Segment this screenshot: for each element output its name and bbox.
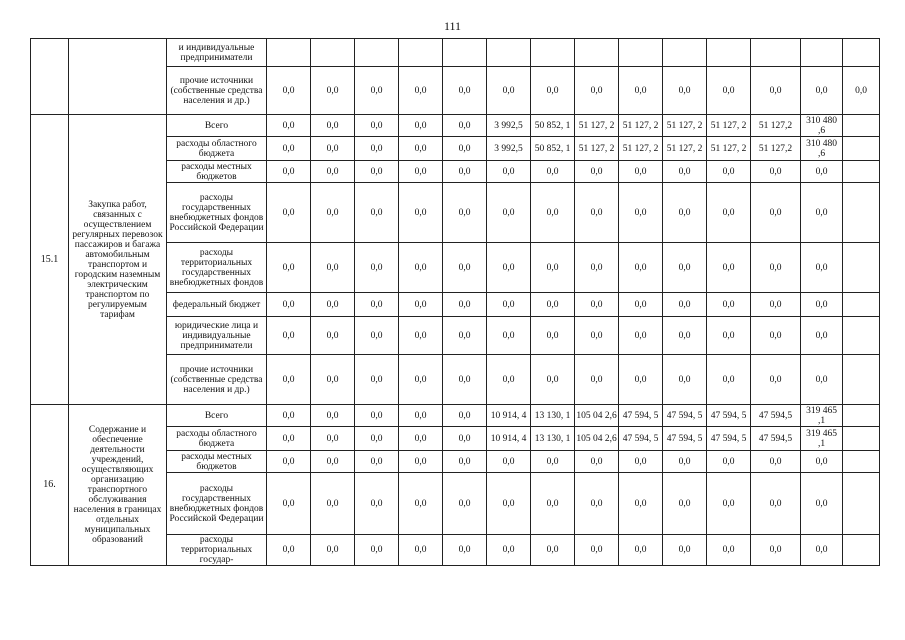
value-cell: 0,0 [575,243,619,293]
value-cell: 0,0 [267,451,311,473]
value-cell: 0,0 [801,293,843,317]
value-cell: 0,0 [399,137,443,161]
value-cell: 0,0 [267,473,311,535]
value-cell: 0,0 [311,473,355,535]
value-cell: 0,0 [663,183,707,243]
value-cell: 51 127,2 [751,137,801,161]
value-cell: 0,0 [575,161,619,183]
value-cell: 0,0 [575,67,619,115]
value-cell: 0,0 [267,161,311,183]
value-cell: 0,0 [267,137,311,161]
value-cell: 47 594, 5 [707,427,751,451]
funding-source: расходы областного бюджета [167,137,267,161]
value-cell: 0,0 [355,405,399,427]
value-cell: 0,0 [399,293,443,317]
value-cell [843,317,880,355]
value-cell: 0,0 [619,293,663,317]
value-cell: 319 465 ,1 [801,427,843,451]
value-cell: 0,0 [399,535,443,566]
value-cell: 0,0 [487,473,531,535]
value-cell: 0,0 [399,317,443,355]
value-cell: 3 992,5 [487,137,531,161]
value-cell: 310 480 ,6 [801,137,843,161]
value-cell: 51 127, 2 [707,115,751,137]
value-cell: 47 594, 5 [619,405,663,427]
value-cell: 0,0 [487,183,531,243]
value-cell: 0,0 [267,405,311,427]
value-cell: 0,0 [311,183,355,243]
value-cell: 0,0 [751,451,801,473]
value-cell: 0,0 [619,67,663,115]
value-cell: 0,0 [487,67,531,115]
value-cell: 47 594, 5 [663,427,707,451]
value-cell: 0,0 [267,243,311,293]
value-cell: 0,0 [487,317,531,355]
value-cell [663,39,707,67]
value-cell: 47 594, 5 [663,405,707,427]
value-cell [801,39,843,67]
row-index: 16. [31,405,69,566]
value-cell: 0,0 [399,67,443,115]
value-cell: 0,0 [267,67,311,115]
value-cell: 0,0 [443,67,487,115]
value-cell: 0,0 [399,427,443,451]
value-cell: 51 127, 2 [619,137,663,161]
value-cell [843,39,880,67]
value-cell: 0,0 [801,243,843,293]
value-cell: 51 127, 2 [663,137,707,161]
value-cell: 47 594,5 [751,405,801,427]
value-cell: 0,0 [443,451,487,473]
value-cell: 0,0 [707,293,751,317]
value-cell: 0,0 [575,293,619,317]
value-cell: 0,0 [355,243,399,293]
funding-source: Всего [167,405,267,427]
funding-source: Всего [167,115,267,137]
value-cell: 0,0 [311,535,355,566]
activity-name: Содержание и обеспечение деятельности учреждений, осуществляющих организацию транспортного обслуживания населения в границах отдельных муниципальных образований [69,405,167,566]
value-cell [531,39,575,67]
value-cell: 0,0 [311,293,355,317]
value-cell: 47 594, 5 [619,427,663,451]
value-cell: 0,0 [311,405,355,427]
value-cell: 0,0 [311,67,355,115]
value-cell: 47 594, 5 [707,405,751,427]
value-cell: 0,0 [443,427,487,451]
value-cell [619,39,663,67]
value-cell: 0,0 [801,355,843,405]
value-cell: 0,0 [751,161,801,183]
value-cell: 0,0 [531,317,575,355]
value-cell: 0,0 [575,535,619,566]
value-cell: 51 127, 2 [619,115,663,137]
value-cell: 0,0 [619,317,663,355]
value-cell: 0,0 [311,137,355,161]
value-cell: 0,0 [267,293,311,317]
value-cell: 0,0 [443,405,487,427]
value-cell: 0,0 [487,243,531,293]
value-cell: 0,0 [751,183,801,243]
value-cell: 0,0 [399,183,443,243]
value-cell: 0,0 [531,355,575,405]
value-cell: 0,0 [443,183,487,243]
value-cell: 0,0 [751,317,801,355]
value-cell: 0,0 [575,355,619,405]
value-cell [751,39,801,67]
value-cell: 0,0 [311,451,355,473]
value-cell: 0,0 [707,355,751,405]
value-cell: 50 852, 1 [531,115,575,137]
table-body [31,39,880,566]
value-cell: 0,0 [355,355,399,405]
value-cell: 105 04 2,6 [575,427,619,451]
value-cell: 0,0 [619,243,663,293]
funding-source: прочие источники (собственные средства населения и др.) [167,355,267,405]
activity-name: Закупка работ, связанных с осуществлением регулярных перевозок пассажиров и багажа автомобильным транспортом и городским наземным электрическим транспортом по регулируемым тарифам [69,115,167,405]
value-cell: 0,0 [399,451,443,473]
value-cell: 0,0 [663,355,707,405]
value-cell: 0,0 [707,243,751,293]
value-cell: 0,0 [355,67,399,115]
value-cell [267,39,311,67]
funding-source: расходы областного бюджета [167,427,267,451]
value-cell: 0,0 [531,451,575,473]
value-cell: 0,0 [443,355,487,405]
value-cell: 0,0 [531,293,575,317]
row-index [31,39,69,115]
value-cell: 0,0 [311,243,355,293]
value-cell [843,243,880,293]
value-cell: 0,0 [443,473,487,535]
value-cell: 0,0 [399,115,443,137]
value-cell: 0,0 [801,535,843,566]
table-row [31,115,880,137]
funding-source: и индивидуальные предприниматели [167,39,267,67]
value-cell: 0,0 [443,137,487,161]
value-cell: 0,0 [531,183,575,243]
value-cell: 0,0 [355,115,399,137]
value-cell: 105 04 2,6 [575,405,619,427]
value-cell: 0,0 [355,137,399,161]
value-cell: 0,0 [751,243,801,293]
value-cell [843,473,880,535]
value-cell: 0,0 [707,451,751,473]
funding-source: федеральный бюджет [167,293,267,317]
value-cell: 319 465 ,1 [801,405,843,427]
value-cell: 0,0 [843,67,880,115]
value-cell: 13 130, 1 [531,405,575,427]
value-cell: 0,0 [399,243,443,293]
value-cell: 0,0 [311,115,355,137]
value-cell [843,405,880,427]
value-cell: 0,0 [267,317,311,355]
value-cell: 0,0 [487,451,531,473]
value-cell: 0,0 [619,451,663,473]
value-cell [311,39,355,67]
value-cell: 0,0 [663,451,707,473]
value-cell [843,427,880,451]
table-row [31,405,880,427]
value-cell: 0,0 [267,183,311,243]
value-cell: 3 992,5 [487,115,531,137]
value-cell: 0,0 [801,161,843,183]
funding-source: расходы территориальных государ- [167,535,267,566]
value-cell: 0,0 [801,473,843,535]
value-cell: 0,0 [443,317,487,355]
value-cell: 0,0 [355,183,399,243]
value-cell [843,137,880,161]
value-cell: 0,0 [751,355,801,405]
value-cell: 0,0 [707,535,751,566]
funding-source: юридические лица и индивидуальные предприниматели [167,317,267,355]
value-cell: 0,0 [663,293,707,317]
value-cell: 0,0 [443,293,487,317]
value-cell: 0,0 [443,115,487,137]
value-cell: 0,0 [707,67,751,115]
value-cell: 0,0 [707,183,751,243]
value-cell [575,39,619,67]
value-cell: 0,0 [707,473,751,535]
value-cell [399,39,443,67]
value-cell: 0,0 [267,427,311,451]
value-cell: 0,0 [575,451,619,473]
value-cell: 0,0 [399,473,443,535]
value-cell: 0,0 [751,473,801,535]
value-cell: 310 480 ,6 [801,115,843,137]
value-cell: 0,0 [531,243,575,293]
value-cell: 0,0 [707,317,751,355]
value-cell: 0,0 [663,473,707,535]
funding-source: расходы государственных внебюджетных фондов Российской Федерации [167,473,267,535]
funding-source: расходы местных бюджетов [167,161,267,183]
budget-table [30,38,880,566]
value-cell: 0,0 [751,293,801,317]
funding-source: расходы территориальных государственных внебюджетных фондов [167,243,267,293]
value-cell [443,39,487,67]
value-cell: 0,0 [355,473,399,535]
value-cell [843,183,880,243]
value-cell: 47 594,5 [751,427,801,451]
funding-source: прочие источники (собственные средства населения и др.) [167,67,267,115]
value-cell: 0,0 [619,355,663,405]
value-cell: 10 914, 4 [487,405,531,427]
value-cell: 0,0 [267,355,311,405]
value-cell: 51 127, 2 [575,137,619,161]
value-cell: 0,0 [619,473,663,535]
value-cell [355,39,399,67]
value-cell: 0,0 [619,161,663,183]
value-cell [843,451,880,473]
value-cell: 0,0 [355,427,399,451]
value-cell: 0,0 [311,161,355,183]
value-cell: 51 127, 2 [575,115,619,137]
value-cell: 0,0 [355,451,399,473]
value-cell: 0,0 [575,473,619,535]
value-cell: 0,0 [531,67,575,115]
value-cell: 0,0 [531,535,575,566]
value-cell: 0,0 [619,183,663,243]
value-cell: 0,0 [751,535,801,566]
value-cell [487,39,531,67]
value-cell: 0,0 [531,473,575,535]
value-cell: 0,0 [355,317,399,355]
value-cell: 0,0 [487,535,531,566]
value-cell: 13 130, 1 [531,427,575,451]
value-cell: 51 127, 2 [663,115,707,137]
value-cell: 0,0 [399,161,443,183]
page-number: 111 [443,19,462,33]
value-cell [843,161,880,183]
value-cell: 0,0 [355,535,399,566]
value-cell: 0,0 [707,161,751,183]
value-cell: 0,0 [399,405,443,427]
value-cell: 0,0 [311,317,355,355]
value-cell: 10 914, 4 [487,427,531,451]
value-cell: 0,0 [663,243,707,293]
value-cell [843,293,880,317]
value-cell: 0,0 [399,355,443,405]
value-cell: 0,0 [311,355,355,405]
value-cell [843,115,880,137]
value-cell: 0,0 [801,183,843,243]
value-cell: 0,0 [663,535,707,566]
value-cell: 0,0 [663,161,707,183]
value-cell: 0,0 [619,535,663,566]
row-index: 15.1 [31,115,69,405]
value-cell: 0,0 [487,355,531,405]
value-cell [843,355,880,405]
value-cell: 0,0 [531,161,575,183]
value-cell: 0,0 [443,243,487,293]
value-cell: 0,0 [311,427,355,451]
value-cell: 0,0 [267,115,311,137]
activity-name [69,39,167,115]
table-row [31,39,880,67]
value-cell: 51 127, 2 [707,137,751,161]
value-cell: 50 852, 1 [531,137,575,161]
value-cell: 0,0 [267,535,311,566]
value-cell: 0,0 [487,293,531,317]
value-cell: 0,0 [575,317,619,355]
value-cell: 0,0 [801,317,843,355]
value-cell: 0,0 [663,67,707,115]
value-cell: 0,0 [443,161,487,183]
value-cell: 0,0 [751,67,801,115]
value-cell: 0,0 [487,161,531,183]
value-cell: 0,0 [575,183,619,243]
funding-source: расходы государственных внебюджетных фондов Российской Федерации [167,183,267,243]
value-cell: 0,0 [801,451,843,473]
value-cell: 0,0 [355,293,399,317]
value-cell: 0,0 [443,535,487,566]
value-cell [707,39,751,67]
funding-source: расходы местных бюджетов [167,451,267,473]
value-cell: 51 127,2 [751,115,801,137]
value-cell: 0,0 [801,67,843,115]
value-cell [843,535,880,566]
value-cell: 0,0 [355,161,399,183]
value-cell: 0,0 [663,317,707,355]
